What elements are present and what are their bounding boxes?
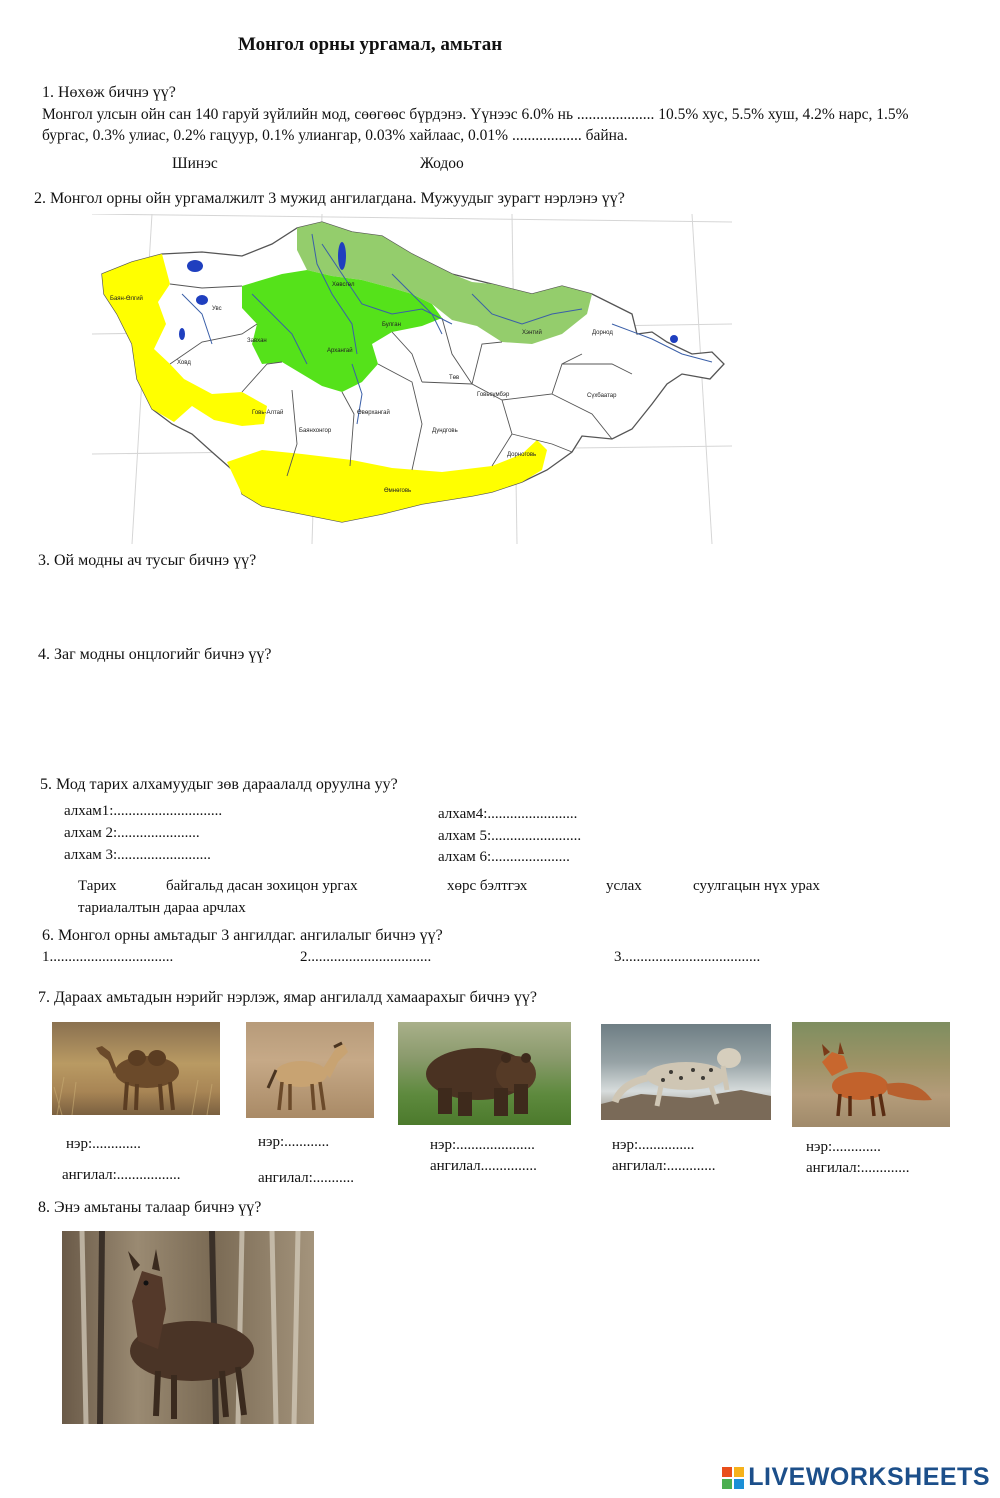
word-option[interactable]: тариалалтын дараа арчлах	[78, 900, 246, 916]
musk-deer-photo	[62, 1231, 314, 1424]
map-label: Завхан	[247, 338, 267, 344]
map-label: Баян-Өлгий	[110, 296, 143, 302]
animal-4-class-blank[interactable]: ангилал:.............	[612, 1158, 716, 1174]
map-label: Дорноговь	[507, 452, 537, 458]
question-4: 4. Заг модны онцлогийг бичнэ үү?	[38, 646, 272, 663]
class-1-blank[interactable]: 1.................................	[42, 949, 174, 965]
step-5-blank[interactable]: алхам 5:........................	[438, 828, 582, 844]
question-6: 6. Монгол орны амьтадыг 3 ангилдаг. ангилалыг бичнэ үү?	[42, 927, 443, 944]
animal-5-class-blank[interactable]: ангилал:.............	[806, 1160, 910, 1176]
horse-photo	[246, 1022, 374, 1118]
map-label: Говь-Алтай	[252, 410, 284, 416]
map-label: Өмнөговь	[384, 488, 412, 494]
map-label: Архангай	[327, 348, 353, 354]
map-label: Өвөрхангай	[357, 410, 390, 416]
step-2-blank[interactable]: алхам 2:......................	[64, 825, 200, 841]
option-2[interactable]: Жодоо	[420, 155, 464, 172]
animal-4-name-blank[interactable]: нэр:...............	[612, 1137, 695, 1153]
question-1: 1. Нөхөж бичнэ үү?	[42, 84, 176, 101]
class-3-blank[interactable]: 3.....................................	[614, 949, 761, 965]
map-label: Хөвсгөл	[332, 282, 355, 288]
bear-photo	[398, 1022, 571, 1125]
animal-1-class-blank[interactable]: ангилал:.................	[62, 1167, 181, 1183]
mongolia-vegetation-map	[92, 214, 732, 544]
map-label: Булган	[382, 322, 401, 328]
question-2: 2. Монгол орны ойн ургамалжилт 3 мужид ангилагдана. Мужуудыг зурагт нэрлэнэ үү?	[34, 190, 625, 207]
question-3: 3. Ой модны ач тусыг бичнэ үү?	[38, 552, 257, 569]
map-label: Хэнтий	[522, 330, 542, 336]
map-label: Ховд	[177, 360, 191, 366]
logo-text: LIVEWORKSHEETS	[748, 1463, 990, 1491]
map-label: Говьсүмбэр	[477, 392, 510, 398]
question-7: 7. Дараах амьтадын нэрийг нэрлэж, ямар ангилалд хамаарахыг бичнэ үү?	[38, 989, 537, 1006]
liveworksheets-logo	[722, 1463, 990, 1492]
word-option[interactable]: услах	[606, 878, 642, 894]
map-label: Дундговь	[432, 428, 458, 434]
option-1[interactable]: Шинэс	[172, 155, 218, 172]
animal-5-name-blank[interactable]: нэр:.............	[806, 1139, 881, 1155]
camel-photo	[52, 1022, 220, 1115]
step-1-blank[interactable]: алхам1:.............................	[64, 803, 223, 819]
snow-leopard-photo	[601, 1024, 771, 1120]
word-option[interactable]: суулгацын нүх урах	[693, 878, 820, 894]
word-option[interactable]: байгальд дасан зохицон ургах	[166, 878, 358, 894]
fox-photo	[792, 1022, 950, 1127]
map-label: Увс	[212, 306, 222, 312]
class-2-blank[interactable]: 2.................................	[300, 949, 432, 965]
step-3-blank[interactable]: алхам 3:.........................	[64, 847, 211, 863]
animal-3-class-blank[interactable]: ангилал...............	[430, 1158, 537, 1174]
logo-icon	[722, 1467, 744, 1489]
question-5: 5. Мод тарих алхамуудыг зөв дараалалд оруулна уу?	[40, 776, 398, 793]
page-title: Монгол орны ургамал, амьтан	[238, 34, 503, 55]
animal-2-class-blank[interactable]: ангилал:...........	[258, 1170, 355, 1186]
map-label: Баянхонгор	[299, 428, 332, 434]
animal-1-name-blank[interactable]: нэр:.............	[66, 1136, 141, 1152]
word-option[interactable]: хөрс бэлтгэх	[447, 878, 528, 894]
step-6-blank[interactable]: алхам 6:.....................	[438, 849, 570, 865]
map-label: Төв	[449, 375, 460, 381]
map-label: Дорнод	[592, 330, 613, 336]
question-1-text: Монгол улсын ойн сан 140 гаруй зүйлийн мод, сөөгөөс бүрдэнэ. Үүнээс 6.0% нь .................... 10.5% хус, 5.5% хуш, 4.2% нарс, 1.5% бургас, 0.3% улиас, 0.2% гацуур, 0.1% улиангар, 0.03% хайлаас, 0.01% .................. байна.	[42, 106, 909, 144]
map-label: Сүхбаатар	[587, 393, 617, 399]
step-4-blank[interactable]: алхам4:........................	[438, 806, 578, 822]
word-option[interactable]: Тарих	[78, 878, 117, 894]
animal-2-name-blank[interactable]: нэр:............	[258, 1134, 330, 1150]
animal-3-name-blank[interactable]: нэр:.....................	[430, 1137, 535, 1153]
question-8: 8. Энэ амьтаны талаар бичнэ үү?	[38, 1199, 262, 1216]
